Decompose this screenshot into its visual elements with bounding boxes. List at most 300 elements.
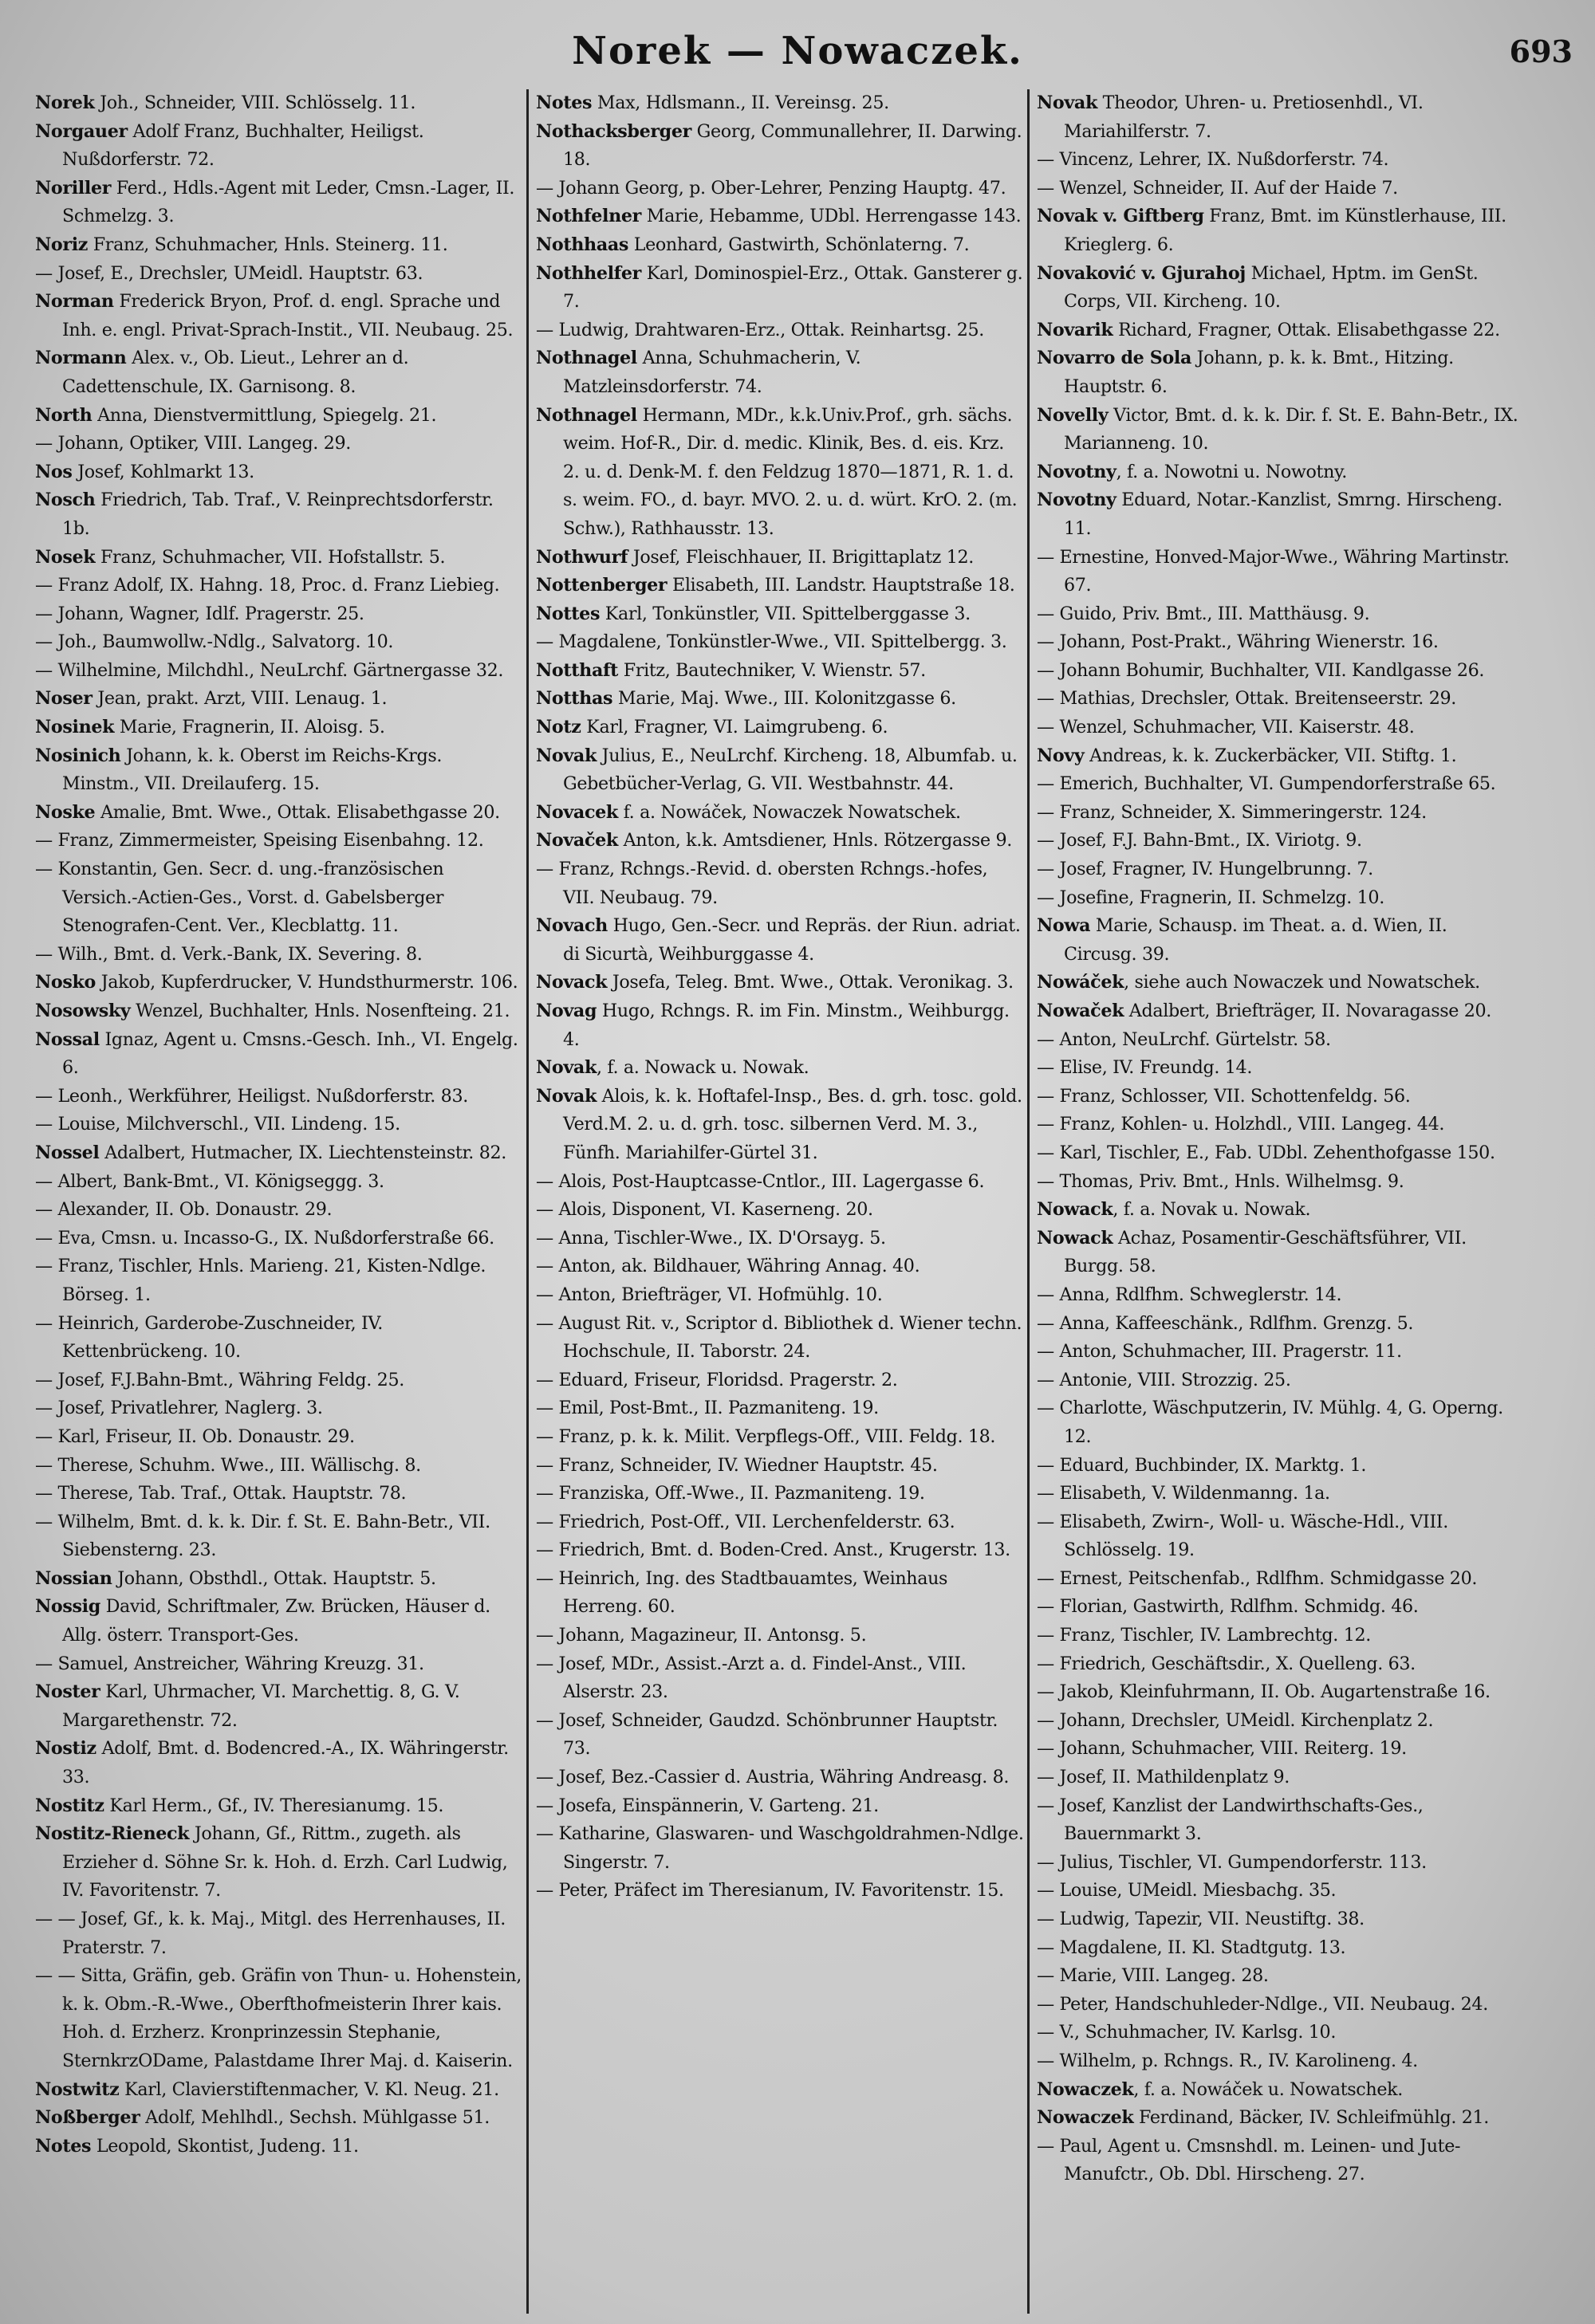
directory-entry [1037,1764,1525,1792]
directory-entry [1037,1622,1525,1650]
directory-entry [536,260,1024,317]
entry-details: Johann, p. k. k. Bmt., Hitzing. Hauptstr. 6. [1064,348,1454,397]
entry-details: Karl, Tonkünstler, VII. Spittelberggasse 3. [600,603,971,624]
directory-entry [35,742,523,799]
entry-surname: Nossel [35,1142,100,1163]
entry-surname: North [35,404,93,426]
directory-entry [35,1593,523,1650]
entry-details: — Katharine, Glaswaren- und Waschgoldrahmen-Ndlge. Singerstr. 7. [536,1823,1024,1873]
entry-details: Marie, Hebamme, UDbl. Herrengasse 143. [641,206,1022,227]
directory-entry [536,1707,1024,1764]
entry-details: — Magdalene, II. Kl. Stadtgutg. 13. [1037,1937,1346,1958]
entry-details: — Karl, Tischler, E., Fab. UDbl. Zehenthofgasse 150. [1037,1142,1495,1163]
directory-entry [35,1735,523,1791]
entry-surname: Notes [35,2135,92,2157]
entry-details: — Friedrich, Post-Off., VII. Lerchenfelderstr. 63. [536,1511,955,1532]
entry-surname: Norek [35,92,95,113]
entry-details: — Johann, Drechsler, UMeidl. Kirchenplatz 2. [1037,1709,1434,1731]
directory-entry [1037,997,1525,1026]
entry-details: Friedrich, Tab. Traf., V. Reinprechtsdorferstr. 1b. [62,490,494,539]
entry-details: — Eduard, Buchbinder, IX. Marktg. 1. [1037,1454,1367,1476]
entry-details: — Wilhelm, Bmt. d. k. k. Dir. f. St. E. Bahn-Betr., VII. Siebensterng. 23. [35,1511,490,1561]
entry-surname: Nottes [536,603,601,624]
entry-details: — Josefine, Fragnerin, II. Schmelzg. 10. [1037,887,1384,908]
entry-surname: Nowaczek [1037,2078,1134,2100]
entry-surname: Novaček [536,830,618,851]
entry-details: — Franz, Schlosser, VII. Schottenfeldg. 56. [1037,1085,1411,1107]
directory-entry [1037,458,1525,487]
entry-surname: Nostitz [35,1795,104,1816]
directory-entry [1037,2133,1525,2189]
directory-entry [1037,402,1525,458]
directory-entry [1037,1849,1525,1878]
entry-details: — Vincenz, Lehrer, IX. Nußdorferstr. 74. [1037,149,1389,171]
directory-entry [1037,203,1525,259]
directory-entry [536,1565,1024,1622]
directory-entry [35,1565,523,1594]
entry-surname: Nothhelfer [536,262,641,284]
entry-details: — Therese, Tab. Traf., Ottak. Hauptstr. 78. [35,1483,407,1504]
directory-entry [35,997,523,1026]
entry-details: Alois, k. k. Hoftafel-Insp., Bes. d. grh. tosc. gold. Verd.M. 2. u. d. grh. tosc. silbernen Verd. M. 3., Fünfh. Mariahilfer-Gürtel 31. [563,1085,1022,1163]
entry-details: Georg, Communallehrer, II. Darwing. 18. [563,120,1022,171]
entry-surname: Normann [35,348,127,369]
entry-details: Adolf, Bmt. d. Bodencred.-A., IX. Währingerstr. 33. [62,1738,509,1788]
entry-details: — Louise, Milchverschl., VII. Lindeng. 15. [35,1114,400,1135]
entry-surname: Nostwitz [35,2078,120,2100]
entry-details: Johann, k. k. Oberst im Reichs-Krgs. Minstm., VII. Dreilauferg. 15. [62,745,443,795]
entry-details: Karl, Dominospiel-Erz., Ottak. Gansterer g. 7. [563,262,1023,313]
entry-surname: Nothhaas [536,234,629,255]
entry-surname: Norgauer [35,120,128,142]
entry-details: — Johann, Post-Prakt., Währing Wienerstr. 16. [1037,631,1439,653]
entry-details: — Franz, Tischler, Hnls. Marieng. 21, Kisten-Ndlge. Börseg. 1. [35,1256,486,1305]
directory-entry [1037,827,1525,855]
entry-details: — Wilh., Bmt. d. Verk.-Bank, IX. Severing. 8. [35,943,423,965]
directory-entry [536,1196,1024,1225]
entry-surname: Notes [536,92,593,113]
directory-entry [1037,2104,1525,2133]
entry-details: — Peter, Handschuhleder-Ndlge., VII. Neubaug. 24. [1037,1993,1488,2015]
entry-details: — Anna, Kaffeeschänk., Rdlfhm. Grenzg. 5. [1037,1312,1414,1334]
directory-entry [536,969,1024,997]
entry-surname: Nothfelner [536,206,641,227]
directory-entry [536,742,1024,799]
entry-surname: Nowack [1037,1227,1113,1249]
directory-entry [536,203,1024,231]
entry-surname: Nostiz [35,1738,96,1760]
directory-entry [35,260,523,289]
directory-entry [1037,855,1525,884]
directory-entry [536,1792,1024,1821]
directory-entry [35,175,523,231]
directory-entry [35,118,523,175]
entry-surname: Nosch [35,490,96,511]
directory-entry [1037,1139,1525,1168]
directory-entry [1037,1196,1525,1225]
directory-entry [35,2104,523,2133]
directory-entry [536,344,1024,401]
entry-details: Alex. v., Ob. Lieut., Lehrer an d. Cadettenschule, IX. Garnisong. 8. [62,348,409,397]
entry-details: — Wenzel, Schuhmacher, VII. Kaiserstr. 48. [1037,717,1415,738]
entry-details: Karl, Clavierstiftenmacher, V. Kl. Neug. 21. [119,2078,499,2100]
entry-surname: Novarik [1037,319,1113,340]
directory-entry [536,912,1024,969]
entry-details: Josef, Fleischhauer, II. Brigittaplatz 12. [628,546,974,568]
directory-entry [35,231,523,260]
entry-details: — Franz, Schneider, X. Simmeringerstr. 124. [1037,801,1427,823]
directory-entry [536,175,1024,203]
entry-details: — Therese, Schuhm. Wwe., III. Wällischg. 8. [35,1454,421,1476]
entry-details: , f. a. Nowotni u. Nowotny. [1116,461,1347,482]
directory-entry [1037,175,1525,203]
entry-surname: Noser [35,688,93,710]
directory-entry [35,1962,523,2075]
directory-entry [536,544,1024,572]
entry-details: — Konstantin, Gen. Secr. d. ung.-französischen Versich.-Actien-Ges., Vorst. d. Gabelsberger Stenografen-Cent. Ver., Klecblattg. 11. [35,859,444,937]
entry-details: — Anna, Tischler-Wwe., IX. D'Orsayg. 5. [536,1227,886,1249]
entry-surname: Novak [536,1085,597,1107]
directory-entry [35,458,523,487]
directory-entry [536,1083,1024,1168]
entry-details: — Franz, Tischler, IV. Lambrechtg. 12. [1037,1625,1371,1646]
directory-entry [536,855,1024,912]
directory-entry [1037,1452,1525,1481]
directory-entry [1037,742,1525,771]
entry-details: — Florian, Gastwirth, Rdlfhm. Schmidg. 46. [1037,1596,1419,1618]
entry-surname: Nosko [35,972,96,993]
entry-surname: Nos [35,461,73,482]
directory-entry [536,827,1024,855]
entry-details: — Elisabeth, V. Wildenmanng. 1a. [1037,1483,1330,1504]
entry-details: — Peter, Präfect im Theresianum, IV. Favoritenstr. 15. [536,1880,1004,1901]
directory-entry [1037,146,1525,175]
directory-entry [35,1083,523,1111]
directory-entry [35,1252,523,1309]
directory-entry [1037,544,1525,600]
entry-details: Hugo, Rchngs. R. im Fin. Minstm., Weihburgg. 4. [563,1001,1010,1050]
directory-entry [1037,884,1525,913]
entry-details: — Emerich, Buchhalter, VI. Gumpendorferstraße 65. [1037,773,1496,795]
directory-entry [1037,344,1525,401]
entry-surname: Nossig [35,1596,100,1618]
entry-details: — Josefa, Einspännerin, V. Garteng. 21. [536,1795,879,1816]
entry-details: — Franz Adolf, IX. Hahng. 18, Proc. d. Franz Liebieg. [35,575,500,596]
entry-details: — Josef, Privatlehrer, Naglerg. 3. [35,1398,323,1419]
directory-entry [1037,1480,1525,1508]
directory-entry [35,827,523,855]
entry-surname: Nosowsky [35,1001,131,1021]
directory-entry [35,572,523,600]
directory-entry [35,544,523,572]
page-title: Norek — Nowaczek. [572,29,1023,73]
entry-surname: Nossal [35,1028,100,1050]
entry-details: — Ernestine, Honved-Major-Wwe., Währing Martinstr. 67. [1037,546,1510,596]
entry-details: , f. a. Nowáček u. Nowatschek. [1133,2078,1403,2100]
directory-entry [35,1820,523,1905]
entry-details: — — Josef, Gf., k. k. Maj., Mitgl. des Herrenhauses, II. Praterstr. 7. [35,1909,506,1958]
directory-entry [35,685,523,714]
entry-details: — Johann Bohumir, Buchhalter, VII. Kandlgasse 26. [1037,659,1485,681]
directory-entry [35,1196,523,1225]
entry-details: f. a. Nowáček, Nowaczek Nowatschek. [617,801,961,823]
entry-surname: Nothacksberger [536,120,691,142]
entry-details: Adalbert, Briefträger, II. Novaragasse 20. [1124,1001,1492,1021]
entry-surname: Nosek [35,546,96,568]
directory-entry [536,1508,1024,1537]
entry-details: Franz, Bmt. im Künstlerhause, III. Krieglerg. 6. [1064,206,1506,255]
entry-details: — Leonh., Werkführer, Heiligst. Nußdorferstr. 83. [35,1085,468,1107]
entry-details: — Wilhelm, p. Rchngs. R., IV. Karolineng. 4. [1037,2050,1418,2071]
entry-details: — — Sitta, Gräfin, geb. Gräfin von Thun- u. Hohenstein, k. k. Obm.-R.-Wwe., Oberfthofmeisterin Ihrer kais. Hoh. d. Erzherz. Kronprinzessin Stephanie, SternkrzODame, Palastdame Ihrer Maj. d. Kaiserin. [35,1965,522,2071]
directory-entry [35,600,523,629]
entry-details: — Josef, F.J. Bahn-Bmt., IX. Viriotg. 9. [1037,830,1362,851]
entry-details: — Albert, Bank-Bmt., VI. Königseggg. 3. [35,1170,384,1192]
entry-surname: Nowack [1037,1199,1113,1221]
directory-entry [1037,1281,1525,1310]
directory-entry [536,1480,1024,1508]
directory-entry [35,1650,523,1679]
entry-details: — Anna, Rdlfhm. Schweglerstr. 14. [1037,1284,1342,1305]
directory-entry [536,89,1024,118]
directory-entry [35,1111,523,1139]
directory-entry [35,89,523,118]
entry-details: Frederick Bryon, Prof. d. engl. Sprache und Inh. e. engl. Privat-Sprach-Instit., VII. Neubaug. 25. [62,291,514,340]
directory-entry [1037,486,1525,543]
entry-surname: Nothnagel [536,348,637,369]
entry-details: — Eva, Cmsn. u. Incasso-G., IX. Nußdorferstraße 66. [35,1227,494,1249]
entry-details: — Joh., Baumwollw.-Ndlg., Salvatorg. 10. [35,631,394,653]
entry-details: — Ludwig, Drahtwaren-Erz., Ottak. Reinhartsg. 25. [536,319,984,340]
directory-entry [536,1225,1024,1253]
entry-surname: Novag [536,1001,597,1021]
entry-details: — Anton, NeuLrchf. Gürtelstr. 58. [1037,1028,1331,1050]
directory-entry [35,1792,523,1821]
entry-details: — Julius, Tischler, VI. Gumpendorferstr. 113. [1037,1851,1427,1873]
entry-details: Anna, Dienstvermittlung, Spiegelg. 21. [92,404,437,426]
directory-entry [35,1394,523,1423]
directory-entry [35,657,523,686]
directory-entry [536,1366,1024,1395]
entry-surname: Nothnagel [536,404,637,426]
entry-surname: Novotny [1037,461,1116,482]
entry-details: Franz, Schuhmacher, Hnls. Steinerg. 11. [88,234,448,255]
directory-entry [35,288,523,344]
entry-surname: Notthas [536,688,613,710]
entry-surname: Nosinek [35,717,115,738]
entry-details: — Paul, Agent u. Cmsnshdl. m. Leinen- und Jute-Manufctr., Ob. Dbl. Hirscheng. 27. [1037,2135,1461,2185]
entry-details: — Franz, Kohlen- u. Holzhdl., VIII. Langeg. 44. [1037,1114,1445,1135]
directory-entry [536,1764,1024,1792]
entry-details: — Ludwig, Tapezir, VII. Neustiftg. 38. [1037,1909,1365,1929]
entry-details: Franz, Schuhmacher, VII. Hofstallstr. 5. [95,546,446,568]
directory-entry [536,799,1024,828]
directory-entry [35,1168,523,1197]
entry-details: Julius, E., NeuLrchf. Kircheng. 18, Albumfab. u. Gebetbücher-Verlag, G. VII. Westbahnstr. 44. [563,745,1018,795]
entry-details: Marie, Maj. Wwe., III. Kolonitzgasse 6. [612,688,956,710]
directory-entry [35,486,523,543]
directory-entry [1037,1508,1525,1565]
directory-entry [536,1650,1024,1707]
entry-details: — Anton, ak. Bildhauer, Währing Annag. 40. [536,1256,920,1277]
directory-entry [1037,1650,1525,1679]
entry-surname: Novaković v. Gjurahoj [1037,262,1246,284]
directory-entry [35,855,523,941]
entry-surname: Noriz [35,234,89,255]
entry-surname: Noster [35,1681,100,1703]
directory-entry [35,1423,523,1452]
entry-details: Karl, Uhrmacher, VI. Marchettig. 8, G. V. Margarethenstr. 72. [62,1681,460,1731]
entry-details: — Josef, II. Mathildenplatz 9. [1037,1767,1290,1788]
entry-surname: Nossian [35,1567,112,1589]
directory-entry [1037,1877,1525,1905]
entry-details: , siehe auch Nowaczek und Nowatschek. [1124,972,1480,993]
entry-details: — Josef, MDr., Assist.-Arzt a. d. Findel-Anst., VIII. Alserstr. 23. [536,1653,967,1703]
entry-details: Fritz, Bautechniker, V. Wienstr. 57. [618,659,926,681]
entry-details: — Josef, Fragner, IV. Hungelbrunng. 7. [1037,859,1373,880]
entry-details: Jean, prakt. Arzt, VIII. Lenaug. 1. [92,688,388,710]
entry-details: — Alois, Disponent, VI. Kaserneng. 20. [536,1199,873,1221]
directory-entry [1037,1366,1525,1395]
entry-surname: Noßberger [35,2107,140,2129]
entry-surname: Novak [536,1057,597,1079]
entry-details: — Wenzel, Schneider, II. Auf der Haide 7. [1037,177,1398,199]
directory-entry [1037,912,1525,969]
entry-surname: Novy [1037,745,1085,766]
column-right [1037,89,1525,2314]
entry-details: Hermann, MDr., k.k.Univ.Prof., grh. sächs. weim. Hof-R., Dir. d. medic. Klinik, Bes. d. eis. Krz. 2. u. d. Denk-M. f. den Feldzug 1870—1871, R. 1. d. s. weim. FO., d. bayr. MVO. 2. u. d. würt. KrO. 2. (m. Schw.), Rathhausstr. 13. [563,404,1018,539]
entry-details: — Charlotte, Wäschputzerin, IV. Mühlg. 4, G. Operng. 12. [1037,1398,1503,1447]
directory-entry [1037,628,1525,657]
entry-details: — Franziska, Off.-Wwe., II. Pazmaniteng. 19. [536,1483,925,1504]
entry-details: Ignaz, Agent u. Cmsns.-Gesch. Inh., VI. Engelg. 6. [62,1028,518,1079]
directory-entry [536,997,1024,1054]
entry-details: — Thomas, Priv. Bmt., Hnls. Wilhelmsg. 9. [1037,1170,1404,1192]
entry-details: Johann, Obsthdl., Ottak. Hauptstr. 5. [112,1567,436,1589]
directory-entry [536,1820,1024,1877]
directory-entry [536,714,1024,742]
entry-details: — Magdalene, Tonkünstler-Wwe., VII. Spittelbergg. 3. [536,631,1007,653]
entry-details: Karl Herm., Gf., IV. Theresianumg. 15. [104,1795,444,1816]
directory-entry [35,2133,523,2161]
entry-details: — Marie, VIII. Langeg. 28. [1037,1965,1269,1987]
directory-entry [536,1054,1024,1083]
entry-details: Marie, Schausp. im Theat. a. d. Wien, II. Circusg. 39. [1064,915,1447,965]
entry-details: — Alexander, II. Ob. Donaustr. 29. [35,1199,333,1221]
entry-details: — Anton, Briefträger, VI. Hofmühlg. 10. [536,1284,883,1305]
entry-details: Michael, Hptm. im GenSt. Corps, VII. Kircheng. 10. [1064,262,1479,313]
directory-entry [35,969,523,997]
entry-details: Victor, Bmt. d. k. k. Dir. f. St. E. Bahn-Betr., IX. Marianneng. 10. [1064,404,1518,454]
entry-surname: Nowaček [1037,1001,1124,1021]
directory-entry [536,1622,1024,1650]
directory-entry [35,430,523,458]
directory-entry [1037,1707,1525,1736]
entry-details: Hugo, Gen.-Secr. und Repräs. der Riun. adriat. di Sicurtà, Weihburggasse 4. [563,915,1021,965]
directory-entry [1037,799,1525,828]
entry-details: — Jakob, Kleinfuhrmann, II. Ob. Augartenstraße 16. [1037,1681,1491,1703]
directory-entry [1037,1054,1525,1083]
directory-entry [1037,770,1525,799]
entry-details: — Josef, E., Drechsler, UMeidl. Hauptstr. 63. [35,262,423,284]
directory-entry [1037,685,1525,714]
directory-entry [1037,1593,1525,1622]
entry-surname: Novotny [1037,490,1116,511]
entry-details: — Louise, UMeidl. Miesbachg. 35. [1037,1880,1337,1901]
entry-details: Jakob, Kupferdrucker, V. Hundsthurmerstr. 106. [96,972,518,993]
directory-entry [536,600,1024,629]
directory-entry [1037,1678,1525,1707]
entry-details: — Alois, Post-Hauptcasse-Cntlor., III. Lagergasse 6. [536,1170,985,1192]
entry-surname: Novak [536,745,597,766]
directory-entry [35,1310,523,1366]
directory-entry [536,1877,1024,1905]
entry-details: — Johann, Magazineur, II. Antonsg. 5. [536,1625,867,1646]
directory-entry [536,1281,1024,1310]
directory-entry [1037,714,1525,742]
entry-surname: Nowa [1037,915,1091,937]
directory-entry [1037,1338,1525,1366]
directory-entry [1037,1225,1525,1281]
entry-details: , f. a. Nowack u. Nowak. [596,1057,809,1079]
directory-entry [1037,260,1525,317]
entry-surname: Novak v. Giftberg [1037,206,1204,227]
entry-details: Adolf, Mehlhdl., Sechsh. Mühlgasse 51. [140,2107,490,2129]
directory-entry [536,231,1024,260]
entry-details: — Elise, IV. Freundg. 14. [1037,1057,1253,1079]
entry-details: — Elisabeth, Zwirn-, Woll- u. Wäsche-Hdl., VIII. Schlösselg. 19. [1037,1511,1448,1561]
directory-entry [35,1225,523,1253]
directory-entry [536,657,1024,686]
directory-entry [1037,1991,1525,2019]
entry-surname: Noriller [35,177,112,199]
entry-details: — Anton, Schuhmacher, III. Pragerstr. 11. [1037,1341,1402,1363]
entry-details: Leopold, Skontist, Judeng. 11. [91,2135,359,2157]
page-number: 693 [1509,33,1573,69]
entry-surname: Nottenberger [536,575,668,596]
entry-details: — Guido, Priv. Bmt., III. Matthäusg. 9. [1037,603,1370,624]
directory-entry [1037,1934,1525,1963]
directory-entry [35,941,523,969]
directory-entry [536,572,1024,600]
entry-details: — V., Schuhmacher, IV. Karlsg. 10. [1037,2022,1337,2043]
directory-entry [35,1508,523,1565]
entry-details: — Josef, Bez.-Cassier d. Austria, Währing Andreasg. 8. [536,1767,1010,1788]
directory-entry [536,1452,1024,1481]
directory-entry [536,1168,1024,1197]
entry-details: Andreas, k. k. Zuckerbäcker, VII. Stiftg. 1. [1084,745,1457,766]
entry-details: Anton, k.k. Amtsdiener, Hnls. Rötzergasse 9. [617,830,1012,851]
directory-entry [536,1310,1024,1366]
entry-details: — Josef, Kanzlist der Landwirthschafts-Ges., Bauernmarkt 3. [1037,1795,1424,1845]
directory-entry [1037,89,1525,146]
entry-details: , f. a. Novak u. Nowak. [1113,1199,1311,1221]
entry-details: Achaz, Posamentir-Geschäftsführer, VII. Burgg. 58. [1064,1227,1467,1277]
entry-details: Leonhard, Gastwirth, Schönlaterng. 7. [628,234,970,255]
entry-details: — Eduard, Friseur, Floridsd. Pragerstr. 2. [536,1369,898,1390]
entry-details: Amalie, Bmt. Wwe., Ottak. Elisabethgasse 20. [95,801,500,823]
entry-details: — Johann, Wagner, Idlf. Pragerstr. 25. [35,603,364,624]
entry-details: Johann, Gf., Rittm., zugeth. als Erzieher d. Söhne Sr. k. Hoh. d. Erzh. Carl Ludwig, IV. Favoritenstr. 7. [62,1823,508,1901]
entry-details: — Franz, Schneider, IV. Wiedner Hauptstr. 45. [536,1454,938,1476]
directory-entry [1037,969,1525,997]
entry-details: — Mathias, Drechsler, Ottak. Breitenseerstr. 29. [1037,688,1456,710]
entry-details: — Friedrich, Bmt. d. Boden-Cred. Anst., Krugerstr. 13. [536,1540,1010,1561]
entry-details: — Johann Georg, p. Ober-Lehrer, Penzing Hauptg. 47. [536,177,1006,199]
entry-details: Theodor, Uhren- u. Pretiosenhdl., VI. Mariahilferstr. 7. [1064,92,1424,142]
entry-details: — Franz, Rchngs.-Revid. d. obersten Rchngs.-hofes, VII. Neubaug. 79. [536,859,988,908]
entry-details: David, Schriftmaler, Zw. Brücken, Häuser d. Allg. österr. Transport-Ges. [62,1596,490,1646]
